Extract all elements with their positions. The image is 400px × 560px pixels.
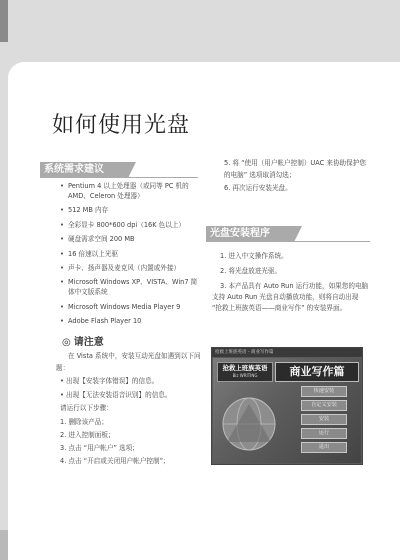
- list-item: • 硬盘需求空间 200 MB: [60, 234, 200, 244]
- continued-steps: [224, 158, 368, 197]
- list-item: 6. 再次运行安装光盘。: [224, 184, 292, 192]
- installer-main-title: 商业写作篇: [275, 362, 359, 382]
- list-item: • 声卡、扬声器及麦克风（内置或外接）: [60, 263, 200, 273]
- install-heading: 光盘安装程序: [206, 226, 294, 242]
- notice-intro: 在 Vista 系统中，安装互动光盘如遇到以下问题：: [56, 352, 201, 372]
- circle-icon: ◎: [62, 337, 71, 348]
- notice-step: 4. 点击 “开启或关闭用户帐户控制”；: [60, 457, 170, 465]
- section-underline: [40, 177, 198, 178]
- notice-step: 3. 点击 “用户帐户” 选项；: [60, 444, 139, 452]
- globe-art-icon: [219, 384, 279, 460]
- installer-screenshot: [211, 347, 363, 465]
- list-item: • 512 MB 内存: [60, 205, 200, 215]
- installer-subtitle: 抢救上班族英语: [222, 364, 268, 372]
- install-button[interactable]: 安装: [301, 414, 347, 425]
- notice-heading-text: 请注意: [73, 337, 104, 348]
- installer-window-title: 抢救上班族英语 - 商业写作篇: [212, 348, 362, 357]
- page-tab-marker-bottom: [0, 530, 8, 560]
- notice-issue: • 出现【安装字体错误】的信息。: [60, 377, 159, 385]
- install-step: 3. 本产品具有 Auto Run 运行功能，如果您的电脑支持 Auto Run 光盘自动播放功能，则将自动出现 “抢救上班族英语——商业写作” 的安装界面。: [212, 282, 369, 312]
- notice-heading: [62, 333, 104, 348]
- quick-install-button[interactable]: 快速安装: [301, 386, 347, 397]
- section-underline: [206, 241, 370, 242]
- system-requirements-heading: 系统需求建议: [40, 162, 128, 178]
- install-steps: [212, 251, 370, 318]
- list-item: • Microsoft Windows XP、VISTA、Win7 简体中文版系统: [60, 277, 200, 297]
- requirements-list: [60, 181, 200, 331]
- install-step: 1. 进入中文操作系统。: [220, 252, 288, 260]
- list-item: • 全彩显卡 800*600 dpi（16K 色以上）: [60, 220, 200, 230]
- list-item: • 16 倍速以上光驱: [60, 249, 200, 259]
- custom-install-button[interactable]: 自定义安装: [301, 400, 347, 411]
- exit-button[interactable]: 退出: [301, 442, 347, 453]
- installer-logo-box: [217, 362, 273, 382]
- notice-issue-text: 出现【安装字体错误】的信息。: [66, 377, 159, 385]
- list-item: 5. 将 “使用（用户帐户控制）UAC 来协助保护您的电脑” 选项取消勾选；: [224, 159, 366, 179]
- page-title: 如何使用光盘: [52, 113, 191, 138]
- notice-issue: • 出现【无法安装语音识别】的信息。: [60, 391, 172, 399]
- list-item: • Microsoft Windows Media Player 9: [60, 302, 200, 312]
- notice-issue-text: 出现【无法安装语音识别】的信息。: [66, 391, 172, 399]
- list-item: • Adobe Flash Player 10: [60, 316, 200, 326]
- run-button[interactable]: 运行: [301, 428, 347, 439]
- list-item: • Pentium 4 以上处理器（或同等 PC 机的 AMD、Celeron 处理器）: [60, 181, 200, 201]
- installer-subtitle-en: Biz WRITING: [232, 373, 258, 378]
- notice-step: 1. 删除该产品；: [60, 418, 108, 426]
- page-tab-marker: [0, 0, 8, 42]
- notice-steps-intro: 请运行以下步骤：: [60, 404, 113, 412]
- install-step: 2. 将光盘放进光驱。: [220, 267, 282, 275]
- installer-window-body: [213, 358, 361, 463]
- notice-step: 2. 进入控制面板；: [60, 431, 115, 439]
